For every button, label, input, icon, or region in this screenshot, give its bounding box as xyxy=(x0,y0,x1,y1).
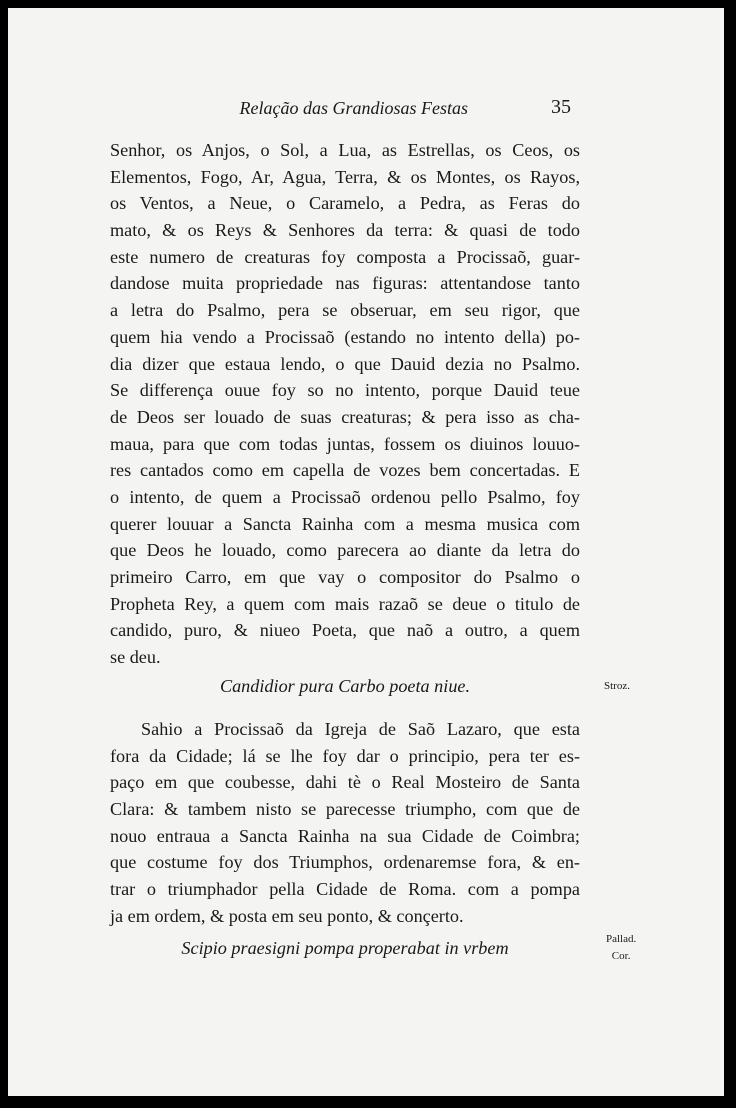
text-line: Se differença ouue foy so no intento, porque Dauid teue xyxy=(110,380,580,401)
text-line: Propheta Rey, a quem com mais razaõ se deue o titulo de xyxy=(110,593,580,614)
margin-note-line: Cor. xyxy=(611,950,631,962)
text-line: candido, puro, & niueo Poeta, que naõ a outro, a quem xyxy=(110,620,580,641)
text-line: dia dizer que estaua lendo, o que Dauid dezia no Psalmo. xyxy=(110,353,580,374)
text-line: quem hia vendo a Procissaõ (estando no intento della) po- xyxy=(110,326,580,347)
text-line: dandose muita propriedade nas figuras: attentandose tanto xyxy=(110,273,580,294)
text-line: mato, & os Reys & Senhores da terra: & quasi de todo xyxy=(110,220,580,241)
book-page xyxy=(8,8,724,1096)
paragraph-1 xyxy=(110,137,580,671)
latin-quote-1: Candidior pura Carbo poeta niue. xyxy=(219,676,471,696)
running-title: Relação das Grandiosas Festas xyxy=(239,98,468,118)
text-line: o intento, de quem a Procissaõ ordenou pello Psalmo, foy xyxy=(110,486,580,507)
text-line: querer louuar a Sancta Rainha com a mesma musica com xyxy=(110,513,580,534)
text-line: que costume foy dos Triumphos, ordenaremse fora, & en- xyxy=(110,852,580,873)
text-line: ja em ordem, & posta em seu ponto, & conçerto. xyxy=(110,905,464,926)
text-line: Senhor, os Anjos, o Sol, a Lua, as Estrellas, os Ceos, os xyxy=(110,140,580,160)
margin-note-line: Pallad. xyxy=(606,933,637,945)
page-number: 35 xyxy=(551,96,571,118)
text-line: maua, para que com todas juntas, fossem os diuinos louuo- xyxy=(110,433,580,454)
paragraph-2 xyxy=(110,716,580,930)
text-line: res cantados como em capella de vozes bem concertadas. E xyxy=(110,460,580,481)
text-line: Sahio a Procissaõ da Igreja de Saõ Lazaro, que esta xyxy=(141,719,580,739)
text-line: fora da Cidade; lá se lhe foy dar o principio, pera ter es- xyxy=(110,745,580,766)
text-line: Clara: & tambem nisto se parecesse triumpho, com que de xyxy=(110,799,580,820)
text-line: paço em que coubesse, dahi tè o Real Mosteiro de Santa xyxy=(110,772,580,793)
latin-quote-2: Scipio praesigni pompa properabat in vrbem xyxy=(181,938,509,958)
text-line: Elementos, Fogo, Ar, Agua, Terra, & os Montes, os Rayos, xyxy=(110,166,580,187)
text-line: este numero de creaturas foy composta a Procissaõ, guar- xyxy=(110,246,580,267)
text-line: se deu. xyxy=(110,647,161,668)
text-line: de Deos ser louado de suas creaturas; & pera isso as cha- xyxy=(110,406,580,427)
text-line: nouo entraua a Sancta Rainha na sua Cidade de Coimbra; xyxy=(110,825,580,846)
margin-note-stroz: Stroz. xyxy=(604,680,630,692)
text-line: que Deos he louado, como parecera ao diante da letra do xyxy=(110,540,580,561)
text-line: primeiro Carro, em que vay o compositor do Psalmo o xyxy=(110,567,580,587)
text-line: a letra do Psalmo, pera se obseruar, em seu rigor, que xyxy=(110,300,580,321)
margin-note-pallad xyxy=(606,931,636,965)
text-line: os Ventos, a Neue, o Caramelo, a Pedra, as Feras do xyxy=(110,193,580,214)
text-line: trar o triumphador pella Cidade de Roma. com a pompa xyxy=(110,879,580,900)
